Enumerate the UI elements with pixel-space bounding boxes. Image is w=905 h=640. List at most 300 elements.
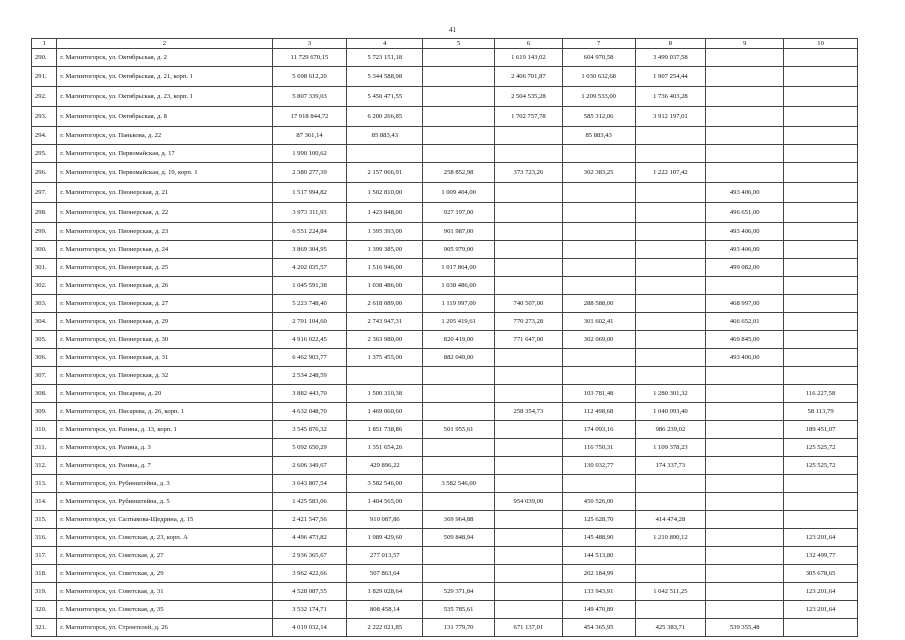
amount-cell: 1 425 583,06	[272, 493, 347, 511]
amount-cell	[784, 511, 858, 529]
table-row	[32, 183, 858, 203]
address-cell: г. Магнитогорск, ул. Первомайская, д. 19, корп. 1	[57, 163, 272, 183]
row-number-cell: 303.	[32, 295, 57, 313]
amount-cell	[635, 367, 706, 385]
amount-cell: 1 502 810,00	[347, 183, 423, 203]
column-number-header: 10	[784, 39, 858, 49]
table-row	[32, 547, 858, 565]
amount-cell	[495, 145, 563, 163]
row-number-cell: 292.	[32, 87, 57, 107]
amount-cell: 3 532 174,71	[272, 601, 347, 619]
amount-cell	[706, 49, 784, 67]
amount-cell	[423, 565, 495, 583]
amount-cell	[635, 331, 706, 349]
address-cell: г. Магнитогорск, ул. Советская, д. 29	[57, 565, 272, 583]
amount-cell	[495, 203, 563, 223]
column-number-header: 4	[347, 39, 423, 49]
amount-cell	[495, 367, 563, 385]
row-number-cell: 301.	[32, 259, 57, 277]
amount-cell: 4 202 035,57	[272, 259, 347, 277]
table-row	[32, 349, 858, 367]
address-cell: г. Магнитогорск, ул. Писарева, д. 20	[57, 385, 272, 403]
amount-cell	[495, 601, 563, 619]
row-number-cell: 293.	[32, 107, 57, 127]
amount-cell	[562, 203, 635, 223]
amount-cell: 123 201,64	[784, 529, 858, 547]
row-number-cell: 313.	[32, 475, 57, 493]
amount-cell: 305 678,65	[784, 565, 858, 583]
row-number-cell: 316.	[32, 529, 57, 547]
amount-cell	[495, 565, 563, 583]
amount-cell: 87 361,14	[272, 127, 347, 145]
amount-cell: 116 750,31	[562, 439, 635, 457]
amount-cell: 288 588,00	[562, 295, 635, 313]
table-row	[32, 439, 858, 457]
amount-cell: 5 698 612,20	[272, 67, 347, 87]
amount-cell: 585 312,06	[562, 107, 635, 127]
amount-cell	[495, 475, 563, 493]
table-row	[32, 145, 858, 163]
address-cell: г. Магнитогорск, ул. Пионерская, д. 27	[57, 295, 272, 313]
column-number-header: 6	[495, 39, 563, 49]
table-row	[32, 619, 858, 637]
row-number-cell: 308.	[32, 385, 57, 403]
amount-cell: 3 912 197,01	[635, 107, 706, 127]
amount-cell: 468 997,00	[706, 295, 784, 313]
amount-cell: 3 545 876,32	[272, 421, 347, 439]
amount-cell	[423, 493, 495, 511]
amount-cell	[423, 107, 495, 127]
amount-cell: 1 829 028,64	[347, 583, 423, 601]
table-row	[32, 163, 858, 183]
amount-cell	[635, 277, 706, 295]
amount-cell	[562, 349, 635, 367]
amount-cell: 2 791 104,60	[272, 313, 347, 331]
amount-cell: 6 200 266,85	[347, 107, 423, 127]
amount-cell: 116 227,58	[784, 385, 858, 403]
amount-cell	[706, 493, 784, 511]
amount-cell	[562, 367, 635, 385]
amount-cell	[784, 277, 858, 295]
amount-cell	[562, 145, 635, 163]
amount-cell: 1 222 107,42	[635, 163, 706, 183]
amount-cell: 450 526,00	[562, 493, 635, 511]
amount-cell	[784, 183, 858, 203]
amount-cell: 529 371,84	[423, 583, 495, 601]
row-number-cell: 321.	[32, 619, 57, 637]
amount-cell: 3 499 037,58	[635, 49, 706, 67]
table-row	[32, 67, 858, 87]
amount-cell	[784, 203, 858, 223]
repair-cost-table	[31, 38, 858, 637]
address-cell: г. Магнитогорск, ул. Пионерская, д. 26	[57, 277, 272, 295]
amount-cell: 2 534 248,59	[272, 367, 347, 385]
amount-cell	[562, 475, 635, 493]
amount-cell: 2 936 365,67	[272, 547, 347, 565]
amount-cell	[423, 367, 495, 385]
amount-cell	[635, 295, 706, 313]
amount-cell: 174 093,16	[562, 421, 635, 439]
amount-cell: 1 375 455,00	[347, 349, 423, 367]
column-number-header: 7	[562, 39, 635, 49]
amount-cell	[495, 241, 563, 259]
amount-cell	[423, 49, 495, 67]
amount-cell	[562, 183, 635, 203]
amount-cell: 1 517 994,82	[272, 183, 347, 203]
amount-cell	[784, 313, 858, 331]
amount-cell: 5 223 748,40	[272, 295, 347, 313]
amount-cell: 369 964,88	[423, 511, 495, 529]
table-row	[32, 259, 858, 277]
amount-cell: 429 896,22	[347, 457, 423, 475]
table-row	[32, 295, 858, 313]
amount-cell	[635, 493, 706, 511]
amount-cell	[635, 565, 706, 583]
amount-cell	[784, 619, 858, 637]
amount-cell: 123 201,64	[784, 583, 858, 601]
table-header-row	[32, 39, 858, 49]
amount-cell: 3 582 546,00	[347, 475, 423, 493]
address-cell: г. Магнитогорск, ул. Салтыкова-Щедрина, д. 15	[57, 511, 272, 529]
amount-cell: 454 365,95	[562, 619, 635, 637]
amount-cell: 1 990 100,62	[272, 145, 347, 163]
amount-cell	[423, 457, 495, 475]
amount-cell: 808 458,14	[347, 601, 423, 619]
amount-cell: 1 038 486,00	[423, 277, 495, 295]
amount-cell: 3 869 304,95	[272, 241, 347, 259]
amount-cell	[784, 259, 858, 277]
amount-cell: 1 209 533,00	[562, 87, 635, 107]
row-number-cell: 319.	[32, 583, 57, 601]
row-number-cell: 296.	[32, 163, 57, 183]
amount-cell: 1 907 254,44	[635, 67, 706, 87]
amount-cell: 770 273,28	[495, 313, 563, 331]
row-number-cell: 306.	[32, 349, 57, 367]
amount-cell	[706, 107, 784, 127]
amount-cell	[562, 259, 635, 277]
amount-cell: 4 528 087,55	[272, 583, 347, 601]
amount-cell	[495, 223, 563, 241]
amount-cell: 954 039,00	[495, 493, 563, 511]
table-row	[32, 493, 858, 511]
amount-cell: 125 525,72	[784, 457, 858, 475]
amount-cell: 1 009 404,00	[423, 183, 495, 203]
amount-cell	[635, 601, 706, 619]
amount-cell: 2 380 277,39	[272, 163, 347, 183]
amount-cell	[495, 385, 563, 403]
amount-cell: 258 354,73	[495, 403, 563, 421]
amount-cell: 123 201,64	[784, 601, 858, 619]
amount-cell: 414 474,28	[635, 511, 706, 529]
amount-cell: 1 702 757,78	[495, 107, 563, 127]
amount-cell	[784, 349, 858, 367]
amount-cell: 927 197,00	[423, 203, 495, 223]
amount-cell	[706, 565, 784, 583]
amount-cell: 5 723 151,18	[347, 49, 423, 67]
amount-cell	[495, 439, 563, 457]
row-number-cell: 297.	[32, 183, 57, 203]
amount-cell	[706, 475, 784, 493]
amount-cell	[706, 583, 784, 601]
address-cell: г. Магнитогорск, ул. Пионерская, д. 22	[57, 203, 272, 223]
amount-cell: 910 087,86	[347, 511, 423, 529]
amount-cell	[423, 385, 495, 403]
address-cell: г. Магнитогорск, ул. Пионерская, д. 25	[57, 259, 272, 277]
address-cell: г. Магнитогорск, ул. Пионерская, д. 31	[57, 349, 272, 367]
address-cell: г. Магнитогорск, ул. Пионерская, д. 23	[57, 223, 272, 241]
row-number-cell: 294.	[32, 127, 57, 145]
amount-cell: 1 038 486,00	[347, 277, 423, 295]
amount-cell: 882 049,00	[423, 349, 495, 367]
table-row	[32, 601, 858, 619]
amount-cell: 125 628,70	[562, 511, 635, 529]
column-number-header: 1	[32, 39, 57, 49]
amount-cell: 4 632 048,70	[272, 403, 347, 421]
amount-cell	[423, 127, 495, 145]
amount-cell: 499 082,00	[706, 259, 784, 277]
amount-cell	[423, 403, 495, 421]
address-cell: г. Магнитогорск, ул. Пионерская, д. 24	[57, 241, 272, 259]
row-number-cell: 291.	[32, 67, 57, 87]
amount-cell: 103 781,48	[562, 385, 635, 403]
amount-cell: 1 619 143,02	[495, 49, 563, 67]
amount-cell	[495, 457, 563, 475]
amount-cell	[495, 583, 563, 601]
amount-cell: 493 406,00	[706, 349, 784, 367]
table-row	[32, 457, 858, 475]
amount-cell	[784, 87, 858, 107]
amount-cell	[784, 127, 858, 145]
table-row	[32, 87, 858, 107]
amount-cell	[562, 277, 635, 295]
row-number-cell: 317.	[32, 547, 57, 565]
amount-cell	[706, 87, 784, 107]
amount-cell	[635, 203, 706, 223]
amount-cell	[706, 511, 784, 529]
amount-cell	[706, 421, 784, 439]
amount-cell: 1 989 429,60	[347, 529, 423, 547]
amount-cell	[423, 67, 495, 87]
table-row	[32, 203, 858, 223]
amount-cell	[635, 259, 706, 277]
amount-cell	[635, 349, 706, 367]
amount-cell: 58 113,79	[784, 403, 858, 421]
address-cell: г. Магнитогорск, ул. Октябрьская, д. 23, корп. 1	[57, 87, 272, 107]
amount-cell: 302 383,25	[562, 163, 635, 183]
amount-cell	[784, 493, 858, 511]
amount-cell: 3 643 807,54	[272, 475, 347, 493]
amount-cell: 373 723,26	[495, 163, 563, 183]
amount-cell: 1 045 591,38	[272, 277, 347, 295]
address-cell: г. Магнитогорск, ул. Писарева, д. 26, корп. 1	[57, 403, 272, 421]
amount-cell	[495, 183, 563, 203]
row-number-cell: 299.	[32, 223, 57, 241]
table-row	[32, 127, 858, 145]
row-number-cell: 290.	[32, 49, 57, 67]
amount-cell: 1 395 393,00	[347, 223, 423, 241]
amount-cell: 1 210 890,12	[635, 529, 706, 547]
amount-cell: 1 109 378,23	[635, 439, 706, 457]
amount-cell	[635, 183, 706, 203]
row-number-cell: 295.	[32, 145, 57, 163]
table-row	[32, 241, 858, 259]
address-cell: г. Магнитогорск, ул. Октябрьская, д. 21, корп. 1	[57, 67, 272, 87]
amount-cell: 509 848,94	[423, 529, 495, 547]
amount-cell: 5 344 588,98	[347, 67, 423, 87]
amount-cell	[635, 223, 706, 241]
row-number-cell: 320.	[32, 601, 57, 619]
amount-cell	[706, 127, 784, 145]
address-cell: г. Магнитогорск, ул. Пионерская, д. 32	[57, 367, 272, 385]
amount-cell	[635, 547, 706, 565]
amount-cell: 2 606 349,67	[272, 457, 347, 475]
amount-cell: 2 421 547,56	[272, 511, 347, 529]
amount-cell: 149 470,89	[562, 601, 635, 619]
amount-cell: 1 500 310,38	[347, 385, 423, 403]
table-row	[32, 583, 858, 601]
row-number-cell: 314.	[32, 493, 57, 511]
amount-cell: 189 451,07	[784, 421, 858, 439]
amount-cell: 986 239,02	[635, 421, 706, 439]
amount-cell: 671 137,01	[495, 619, 563, 637]
amount-cell: 425 383,71	[635, 619, 706, 637]
amount-cell	[706, 277, 784, 295]
table-row	[32, 421, 858, 439]
amount-cell: 535 785,61	[423, 601, 495, 619]
amount-cell: 1 851 738,86	[347, 421, 423, 439]
amount-cell: 466 652,01	[706, 313, 784, 331]
amount-cell	[784, 163, 858, 183]
amount-cell	[784, 331, 858, 349]
amount-cell	[423, 87, 495, 107]
amount-cell: 1 516 946,00	[347, 259, 423, 277]
amount-cell: 3 582 546,00	[423, 475, 495, 493]
row-number-cell: 304.	[32, 313, 57, 331]
page-number: 41	[449, 26, 456, 34]
amount-cell	[706, 67, 784, 87]
amount-cell: 301 602,41	[562, 313, 635, 331]
amount-cell	[347, 145, 423, 163]
column-number-header: 9	[706, 39, 784, 49]
amount-cell	[495, 259, 563, 277]
amount-cell: 11 729 670,15	[272, 49, 347, 67]
amount-cell: 5 807 339,03	[272, 87, 347, 107]
amount-cell: 1 351 654,26	[347, 439, 423, 457]
column-number-header: 8	[635, 39, 706, 49]
address-cell: г. Магнитогорск, ул. Пионерская, д. 30	[57, 331, 272, 349]
amount-cell	[635, 127, 706, 145]
amount-cell	[495, 529, 563, 547]
amount-cell: 901 987,00	[423, 223, 495, 241]
amount-cell: 1 423 848,00	[347, 203, 423, 223]
amount-cell	[495, 511, 563, 529]
amount-cell	[562, 241, 635, 259]
amount-cell: 4 916 022,45	[272, 331, 347, 349]
amount-cell	[635, 313, 706, 331]
amount-cell	[706, 367, 784, 385]
address-cell: г. Магнитогорск, ул. Октябрьская, д. 8	[57, 107, 272, 127]
address-cell: г. Магнитогорск, ул. Советская, д. 35	[57, 601, 272, 619]
amount-cell	[706, 439, 784, 457]
address-cell: г. Магнитогорск, ул. Советская, д. 23, корп. А	[57, 529, 272, 547]
amount-cell: 202 184,99	[562, 565, 635, 583]
address-cell: г. Магнитогорск, ул. Пионерская, д. 29	[57, 313, 272, 331]
amount-cell: 85 883,43	[562, 127, 635, 145]
column-number-header: 3	[272, 39, 347, 49]
row-number-cell: 310.	[32, 421, 57, 439]
amount-cell: 496 651,00	[706, 203, 784, 223]
amount-cell: 2 504 535,28	[495, 87, 563, 107]
amount-cell: 144 513,80	[562, 547, 635, 565]
amount-cell	[706, 403, 784, 421]
address-cell: г. Магнитогорск, ул. Советская, д. 31	[57, 583, 272, 601]
amount-cell	[495, 127, 563, 145]
address-cell: г. Магнитогорск, ул. Пионерская, д. 21	[57, 183, 272, 203]
amount-cell: 1 205 419,61	[423, 313, 495, 331]
amount-cell	[706, 529, 784, 547]
amount-cell	[784, 295, 858, 313]
amount-cell: 112 498,68	[562, 403, 635, 421]
column-number-header: 2	[57, 39, 272, 49]
table-row	[32, 277, 858, 295]
amount-cell: 604 970,58	[562, 49, 635, 67]
amount-cell	[784, 107, 858, 127]
amount-cell	[784, 241, 858, 259]
amount-cell	[635, 145, 706, 163]
amount-cell: 507 863,64	[347, 565, 423, 583]
address-cell: г. Магнитогорск, ул. Рубинштейна, д. 3	[57, 475, 272, 493]
row-number-cell: 318.	[32, 565, 57, 583]
amount-cell: 2 363 980,00	[347, 331, 423, 349]
amount-cell: 85 883,43	[347, 127, 423, 145]
amount-cell: 131 779,70	[423, 619, 495, 637]
amount-cell	[347, 367, 423, 385]
table-row	[32, 49, 858, 67]
table-row	[32, 385, 858, 403]
amount-cell: 539 355,48	[706, 619, 784, 637]
address-cell: г. Магнитогорск, ул. Разина, д. 3	[57, 439, 272, 457]
address-cell: г. Магнитогорск, ул. Разина, д. 13, корп. 1	[57, 421, 272, 439]
amount-cell	[635, 241, 706, 259]
amount-cell: 5 092 650,29	[272, 439, 347, 457]
table-row	[32, 475, 858, 493]
address-cell: г. Магнитогорск, ул. Рубинштейна, д. 5	[57, 493, 272, 511]
amount-cell	[495, 277, 563, 295]
amount-cell: 133 943,91	[562, 583, 635, 601]
amount-cell: 4 019 032,14	[272, 619, 347, 637]
amount-cell: 905 979,00	[423, 241, 495, 259]
table-row	[32, 565, 858, 583]
row-number-cell: 305.	[32, 331, 57, 349]
row-number-cell: 309.	[32, 403, 57, 421]
amount-cell: 2 618 089,00	[347, 295, 423, 313]
amount-cell	[423, 439, 495, 457]
amount-cell: 1 399 385,00	[347, 241, 423, 259]
amount-cell: 125 525,72	[784, 439, 858, 457]
amount-cell: 501 955,61	[423, 421, 495, 439]
row-number-cell: 298.	[32, 203, 57, 223]
amount-cell	[706, 145, 784, 163]
amount-cell: 1 017 864,00	[423, 259, 495, 277]
row-number-cell: 300.	[32, 241, 57, 259]
table-row	[32, 511, 858, 529]
amount-cell	[784, 145, 858, 163]
row-number-cell: 302.	[32, 277, 57, 295]
amount-cell: 5 450 471,55	[347, 87, 423, 107]
amount-cell: 132 499,77	[784, 547, 858, 565]
address-cell: г. Магнитогорск, ул. Разина, д. 7	[57, 457, 272, 475]
row-number-cell: 307.	[32, 367, 57, 385]
